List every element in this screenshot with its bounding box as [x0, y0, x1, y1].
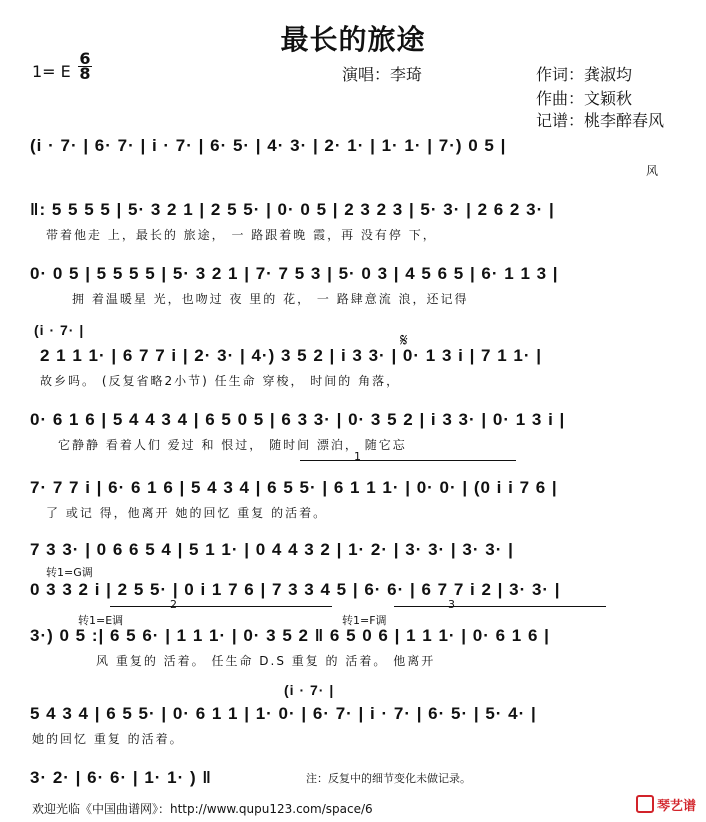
- volta-2-bracket: [110, 606, 332, 607]
- logo-icon: [636, 795, 654, 813]
- lyricist-credit: 作词：龚淑均: [536, 65, 633, 84]
- singer-credit: 演唱：李琦: [342, 65, 423, 84]
- score-row-2-lyrics: 带着他走 上，最长的 旅途， 一 路跟着晚 霞，再 没有停 下，: [46, 228, 437, 242]
- score-note: 注：反复中的细节变化未做记录。: [306, 772, 471, 785]
- score-row-9-notes: 3·) 0 5 :| 6 5 6· | 1 1 1· | 0· 3 5 2 ‖ 6 5 0 6 | 1 1 1· | 0· 6 1 6 |: [30, 626, 550, 645]
- score-row-1-lyrics: 风: [646, 164, 661, 178]
- volta-1-bracket: [300, 460, 516, 461]
- score-row-3-lyrics: 拥 着温暖星 光，也吻过 夜 里的 花， 一 路肆意流 浪，还记得: [72, 292, 469, 306]
- score-row-5-notes: 0· 6 1 6 | 5 4 4 3 4 | 6 5 0 5 | 6 3 3· | 0· 3 5 2 | i 3 3· | 0· 1 3 i |: [30, 410, 566, 429]
- time-signature: [78, 49, 92, 83]
- volta-2-label: 2: [170, 598, 177, 611]
- key-signature: [32, 62, 71, 81]
- key-change-f: 转1=F调: [342, 614, 387, 627]
- score-row-6-lyrics: 了 或记 得，他离开 她的回忆 重复 的活着。: [46, 506, 328, 520]
- site-logo: [636, 795, 696, 814]
- score-row-3-notes: 0· 0 5 | 5 5 5 5 | 5· 3 2 1 | 7· 7 5 3 | 5· 0 3 | 4 5 6 5 | 6· 1 1 3 |: [30, 264, 559, 283]
- score-row-4-notes: 2 1 1 1· | 6 7 7 i | 2· 3· | 4·) 3 5 2 | i 3 3· | 0· 1 3 i | 7 1 1· |: [40, 346, 542, 365]
- footer-text: 欢迎光临《中国曲谱网》：http://www.qupu123.com/space/6: [32, 802, 373, 816]
- score-row-6-notes: 7· 7 7 i | 6· 6 1 6 | 5 4 3 4 | 6 5 5· | 6 1 1 1· | 0· 0· | (0 i i 7 6 |: [30, 478, 558, 497]
- key-change-e: 转1=E调: [78, 614, 124, 627]
- song-title: 最长的旅途: [280, 23, 426, 56]
- key-change-g: 转1=G调: [46, 566, 93, 579]
- score-row-4-upper: (i · 7· |: [34, 322, 85, 338]
- volta-1-label: 1: [354, 450, 361, 463]
- volta-3-label: 3: [448, 598, 455, 611]
- score-row-11-notes: 3· 2· | 6· 6· | 1· 1· ) ‖: [30, 768, 212, 787]
- logo-text: 琴艺谱: [656, 799, 696, 814]
- key-label: 1= E: [32, 62, 71, 81]
- time-sig-denominator: 8: [79, 64, 91, 83]
- score-row-5-lyrics: 它静静 看着人们 爱过 和 恨过， 随时间 漂泊， 随它忘: [58, 438, 407, 452]
- composer-credit: 作曲：文颖秋: [536, 89, 633, 108]
- footer-link[interactable]: [32, 800, 373, 817]
- transcriber-credit: 记谱：桃李醉春风: [536, 111, 665, 130]
- score-row-4-lyrics: 故乡吗。 (反复省略2小节) 任生命 穿梭， 时间的 角落，: [40, 374, 401, 388]
- score-row-10-notes: 5 4 3 4 | 6 5 5· | 0· 6 1 1 | 1· 0· | 6· 7· | i · 7· | 6· 5· | 5· 4· |: [30, 704, 537, 723]
- score-row-7-notes: 7 3 3· | 0 6 6 5 4 | 5 1 1· | 0 4 4 3 2 | 1· 2· | 3· 3· | 3· 3· |: [30, 540, 514, 559]
- score-row-10-lyrics: 她的回忆 重复 的活着。: [32, 732, 184, 746]
- score-row-1-notes: (i · 7· | 6· 7· | i · 7· | 6· 5· | 4· 3· | 2· 1· | 1· 1· | 7·) 0 5 |: [30, 136, 507, 155]
- score-row-10-upper: (i · 7· |: [284, 682, 335, 698]
- score-row-8-notes: 0 3 3 2 i | 2 5 5· | 0 i 1 7 6 | 7 3 3 4 5 | 6· 6· | 6 7 7 i 2 | 3· 3· |: [30, 580, 561, 599]
- volta-3-bracket: [394, 606, 606, 607]
- time-sig-numerator: 6: [79, 49, 91, 68]
- score-row-2-notes: ‖: 5 5 5 5 | 5· 3 2 1 | 2 5 5· | 0· 0 5 | 2 3 2 3 | 5· 3· | 2 6 2 3· |: [30, 200, 555, 219]
- score-row-9-lyrics: 风 重复的 活着。 任生命 D.S 重复 的 活着。 他离开: [96, 654, 436, 668]
- segno-sign: 𝄋: [400, 330, 408, 351]
